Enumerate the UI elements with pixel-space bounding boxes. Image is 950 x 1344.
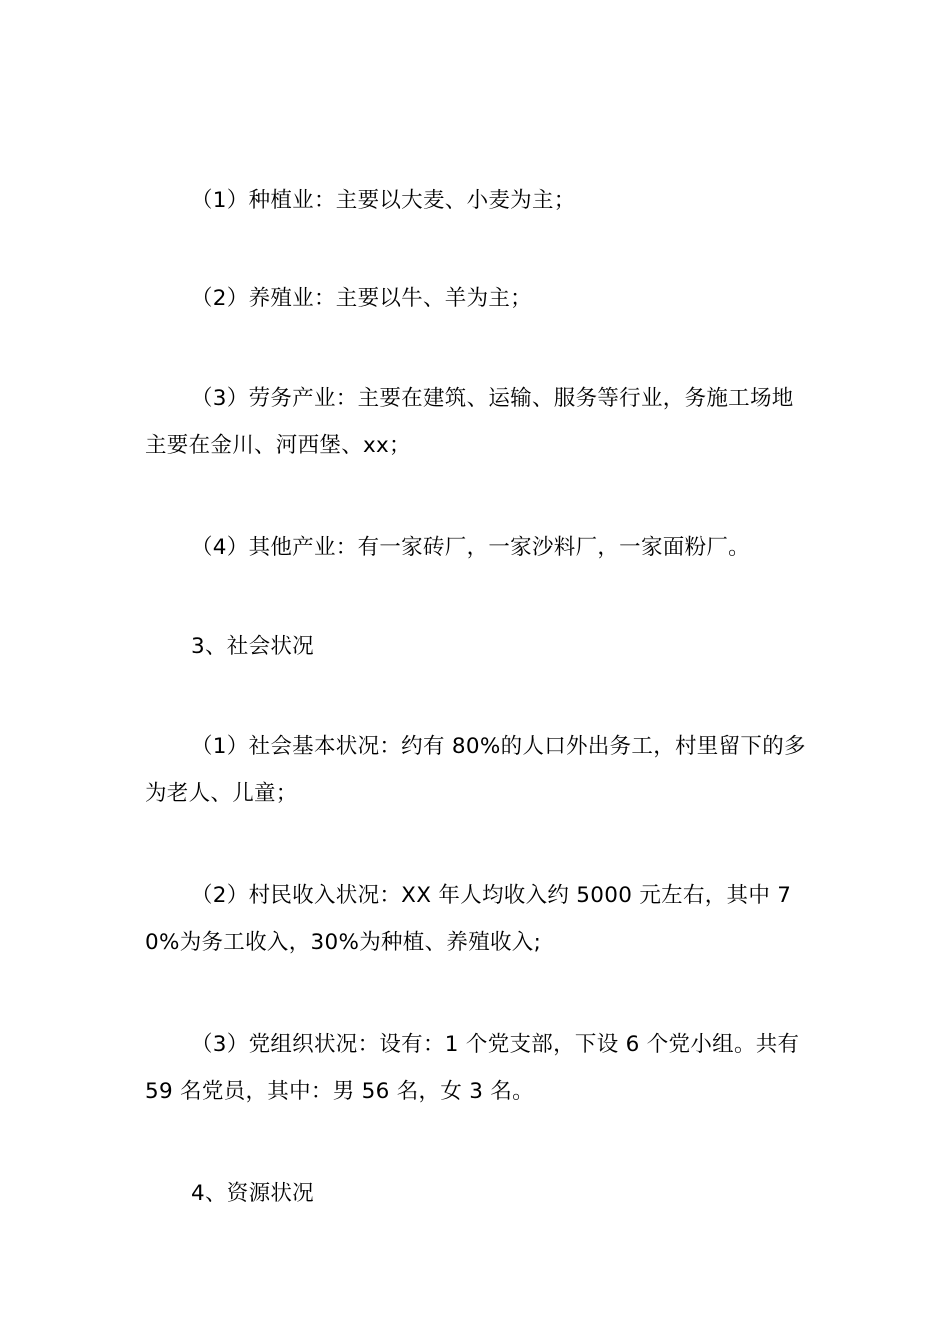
paragraph-planting: （1）种植业：主要以大麦、小麦为主；: [191, 188, 576, 213]
paragraph-breeding: （2）养殖业：主要以牛、羊为主；: [191, 286, 532, 311]
paragraph-labor-industry: （3）劳务产业：主要在建筑、运输、服务等行业，务施工场地主要在金川、河西堡、xx；: [145, 386, 794, 458]
paragraph-other-industry: （4）其他产业：有一家砖厂，一家沙料厂，一家面粉厂。: [191, 535, 750, 560]
section-heading-resources: 4、资源状况: [191, 1181, 314, 1206]
paragraph-social-basic: （1）社会基本状况：约有 80%的人口外出务工，村里留下的多为老人、儿童；: [145, 734, 806, 806]
paragraph-party-organization: （3）党组织状况：设有：1 个党支部，下设 6 个党小组。共有 59 名党员，其中：男 56 名，女 3 名。: [145, 1032, 800, 1104]
paragraph-income: （2）村民收入状况：XX 年人均收入约 5000 元左右，其中 70%为务工收入，30%为种植、养殖收入;: [145, 883, 792, 955]
section-heading-social: 3、社会状况: [191, 634, 314, 659]
